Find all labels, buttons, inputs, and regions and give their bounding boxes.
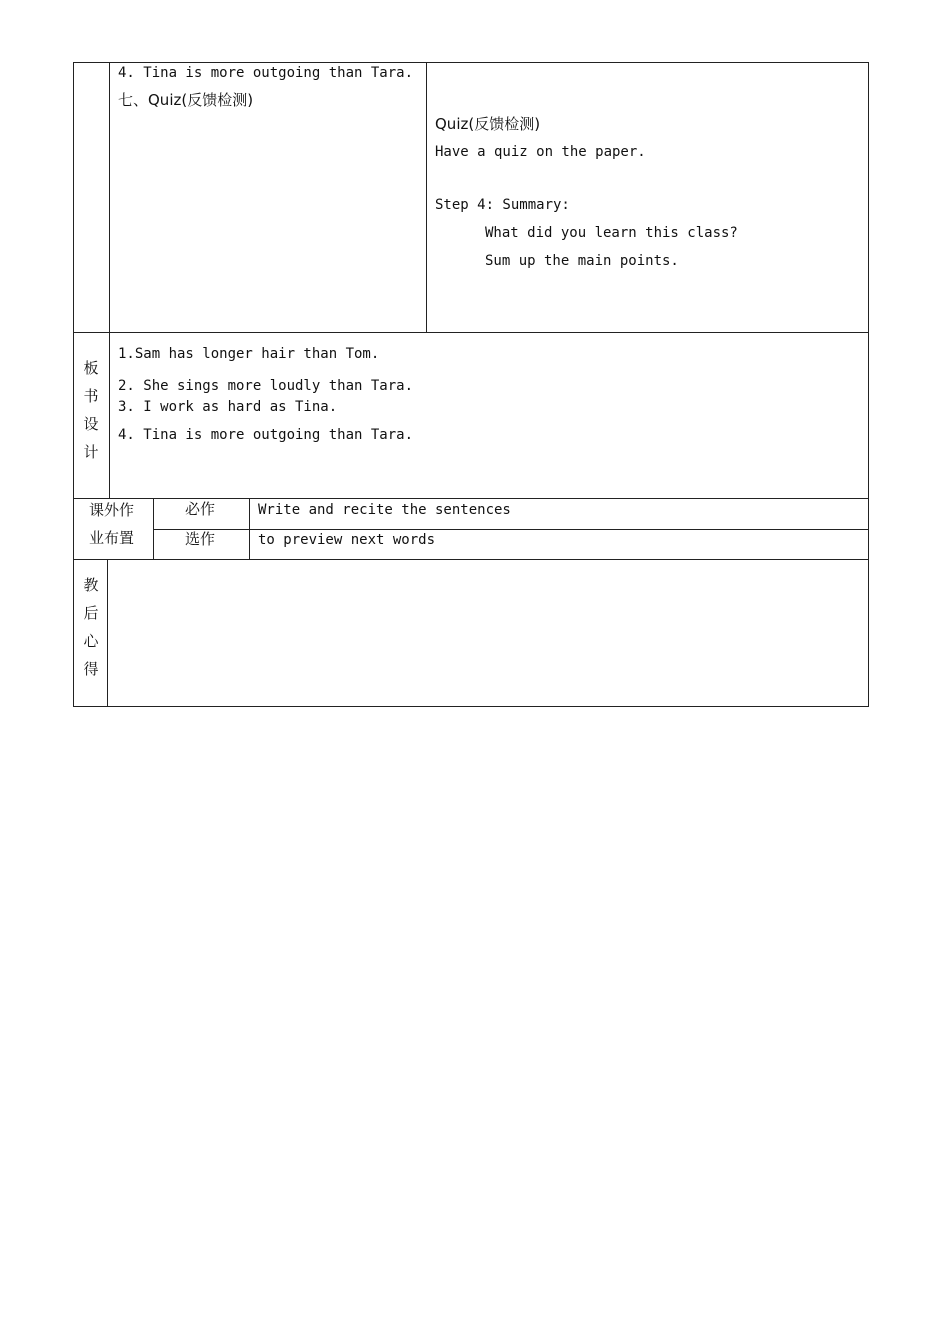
reflection-label-char: 心 bbox=[83, 632, 99, 650]
optional-homework-text: to preview next words bbox=[258, 532, 436, 548]
student-sentence-4: 4. Tina is more outgoing than Tara. bbox=[118, 65, 414, 81]
homework-row-divider bbox=[153, 529, 869, 530]
homework-label-line1: 课外作 bbox=[89, 501, 135, 519]
summary-step: Step 4: Summary: bbox=[435, 197, 570, 213]
required-homework-text: Write and recite the sentences bbox=[258, 502, 511, 518]
board-label-char: 设 bbox=[83, 415, 99, 433]
required-homework-label: 必作 bbox=[185, 500, 216, 518]
homework-label-line2: 业布置 bbox=[89, 529, 135, 547]
reflection-label-char: 教 bbox=[83, 576, 99, 594]
quiz-step-heading: 七、Quiz(反馈检测) bbox=[118, 91, 254, 109]
quiz-heading: Quiz(反馈检测) bbox=[435, 115, 541, 133]
col-divider-label bbox=[109, 62, 110, 332]
board-label-char: 书 bbox=[83, 387, 99, 405]
quiz-instruction: Have a quiz on the paper. bbox=[435, 144, 646, 160]
board-design-label bbox=[74, 354, 108, 466]
board-label-divider bbox=[109, 332, 110, 498]
row-divider-2 bbox=[73, 498, 869, 499]
optional-homework-label: 选作 bbox=[185, 530, 216, 548]
summary-points: Sum up the main points. bbox=[485, 253, 679, 269]
reflection-label-char: 后 bbox=[83, 604, 99, 622]
board-label-char: 计 bbox=[83, 443, 99, 461]
col-divider-middle bbox=[426, 62, 427, 332]
board-label-char: 板 bbox=[83, 359, 99, 377]
reflection-label bbox=[74, 571, 108, 683]
board-line: 4. Tina is more outgoing than Tara. bbox=[118, 427, 414, 443]
board-line: 2. She sings more loudly than Tara. bbox=[118, 378, 414, 394]
row-divider-1 bbox=[73, 332, 869, 333]
board-line: 3. I work as hard as Tina. bbox=[118, 399, 338, 415]
board-line: 1.Sam has longer hair than Tom. bbox=[118, 346, 380, 362]
summary-question: What did you learn this class? bbox=[485, 225, 738, 241]
reflection-content-area bbox=[108, 560, 868, 706]
reflection-label-char: 得 bbox=[83, 660, 99, 678]
